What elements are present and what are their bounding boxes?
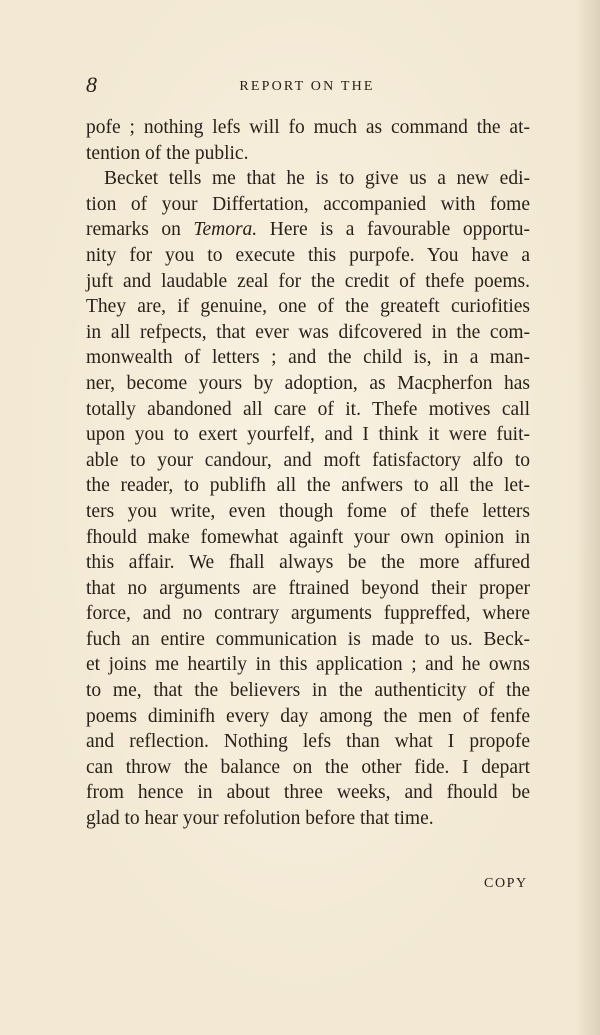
text-line: poems diminifh every day among the men of fenfe	[86, 705, 530, 727]
text-line: and reflection. Nothing lefs than what I propofe	[86, 731, 530, 753]
text-line: tion of your Differtation, accompanied with fome	[86, 193, 530, 215]
text-line: pofe ; nothing lefs will fo much as command the at-	[86, 117, 530, 138]
text-line: fuch an entire communication is made to us. Beck-	[86, 628, 530, 650]
text-line: They are, if genuine, one of the greateft curiofities	[86, 296, 530, 318]
text-line-with-italic-title	[86, 217, 530, 243]
text-line: totally abandoned all care of it. Thefe motives call	[86, 398, 530, 420]
text-fragment: Here is a favourable opportu-	[269, 219, 531, 241]
text-line: can throw the balance on the other fide. I depart	[86, 756, 530, 778]
text-line: nity for you to execute this purpofe. You have a	[86, 244, 530, 266]
text-line: the reader, to publifh all the anfwers to all the let-	[86, 475, 530, 497]
text-line: ner, become yours by adoption, as Macpherfon has	[86, 372, 530, 394]
text-line: able to your candour, and moft fatisfactory alfo to	[86, 449, 530, 471]
text-line: fhould make fomewhat againft your own opinion in	[86, 526, 530, 548]
text-line: upon you to exert yourfelf, and I think it were fuit-	[86, 424, 530, 446]
text-line: juft and laudable zeal for the credit of thefe poems.	[86, 270, 530, 292]
text-line: to me, that the believers in the authenticity of the	[86, 680, 530, 702]
text-line: et joins me heartily in this application ; and he owns	[86, 654, 530, 676]
catchword: COPY	[484, 876, 528, 891]
page-number: 8	[86, 72, 97, 97]
italic-title-temora: Temora.	[193, 219, 258, 241]
text-line: tention of the public.	[86, 142, 249, 164]
text-line: ters you write, even though fome of thefe letters	[86, 500, 530, 522]
text-line: this affair. We fhall always be the more affured	[86, 552, 530, 574]
text-line: from hence in about three weeks, and fhould be	[86, 782, 530, 804]
running-head: REPORT ON THE	[239, 79, 375, 94]
text-line: in all refpects, that ever was difcovered in the com-	[86, 321, 530, 343]
text-line: force, and no contrary arguments fuppreffed, where	[86, 603, 530, 625]
text-line: glad to hear your refolution before that time.	[86, 808, 434, 830]
text-fragment: remarks on	[86, 219, 181, 241]
text-line: that no arguments are ftrained beyond their proper	[86, 577, 530, 599]
text-line: Becket tells me that he is to give us a new edi-	[104, 168, 530, 190]
text-line: monwealth of letters ; and the child is, in a man-	[86, 347, 530, 369]
body-text	[86, 115, 530, 832]
